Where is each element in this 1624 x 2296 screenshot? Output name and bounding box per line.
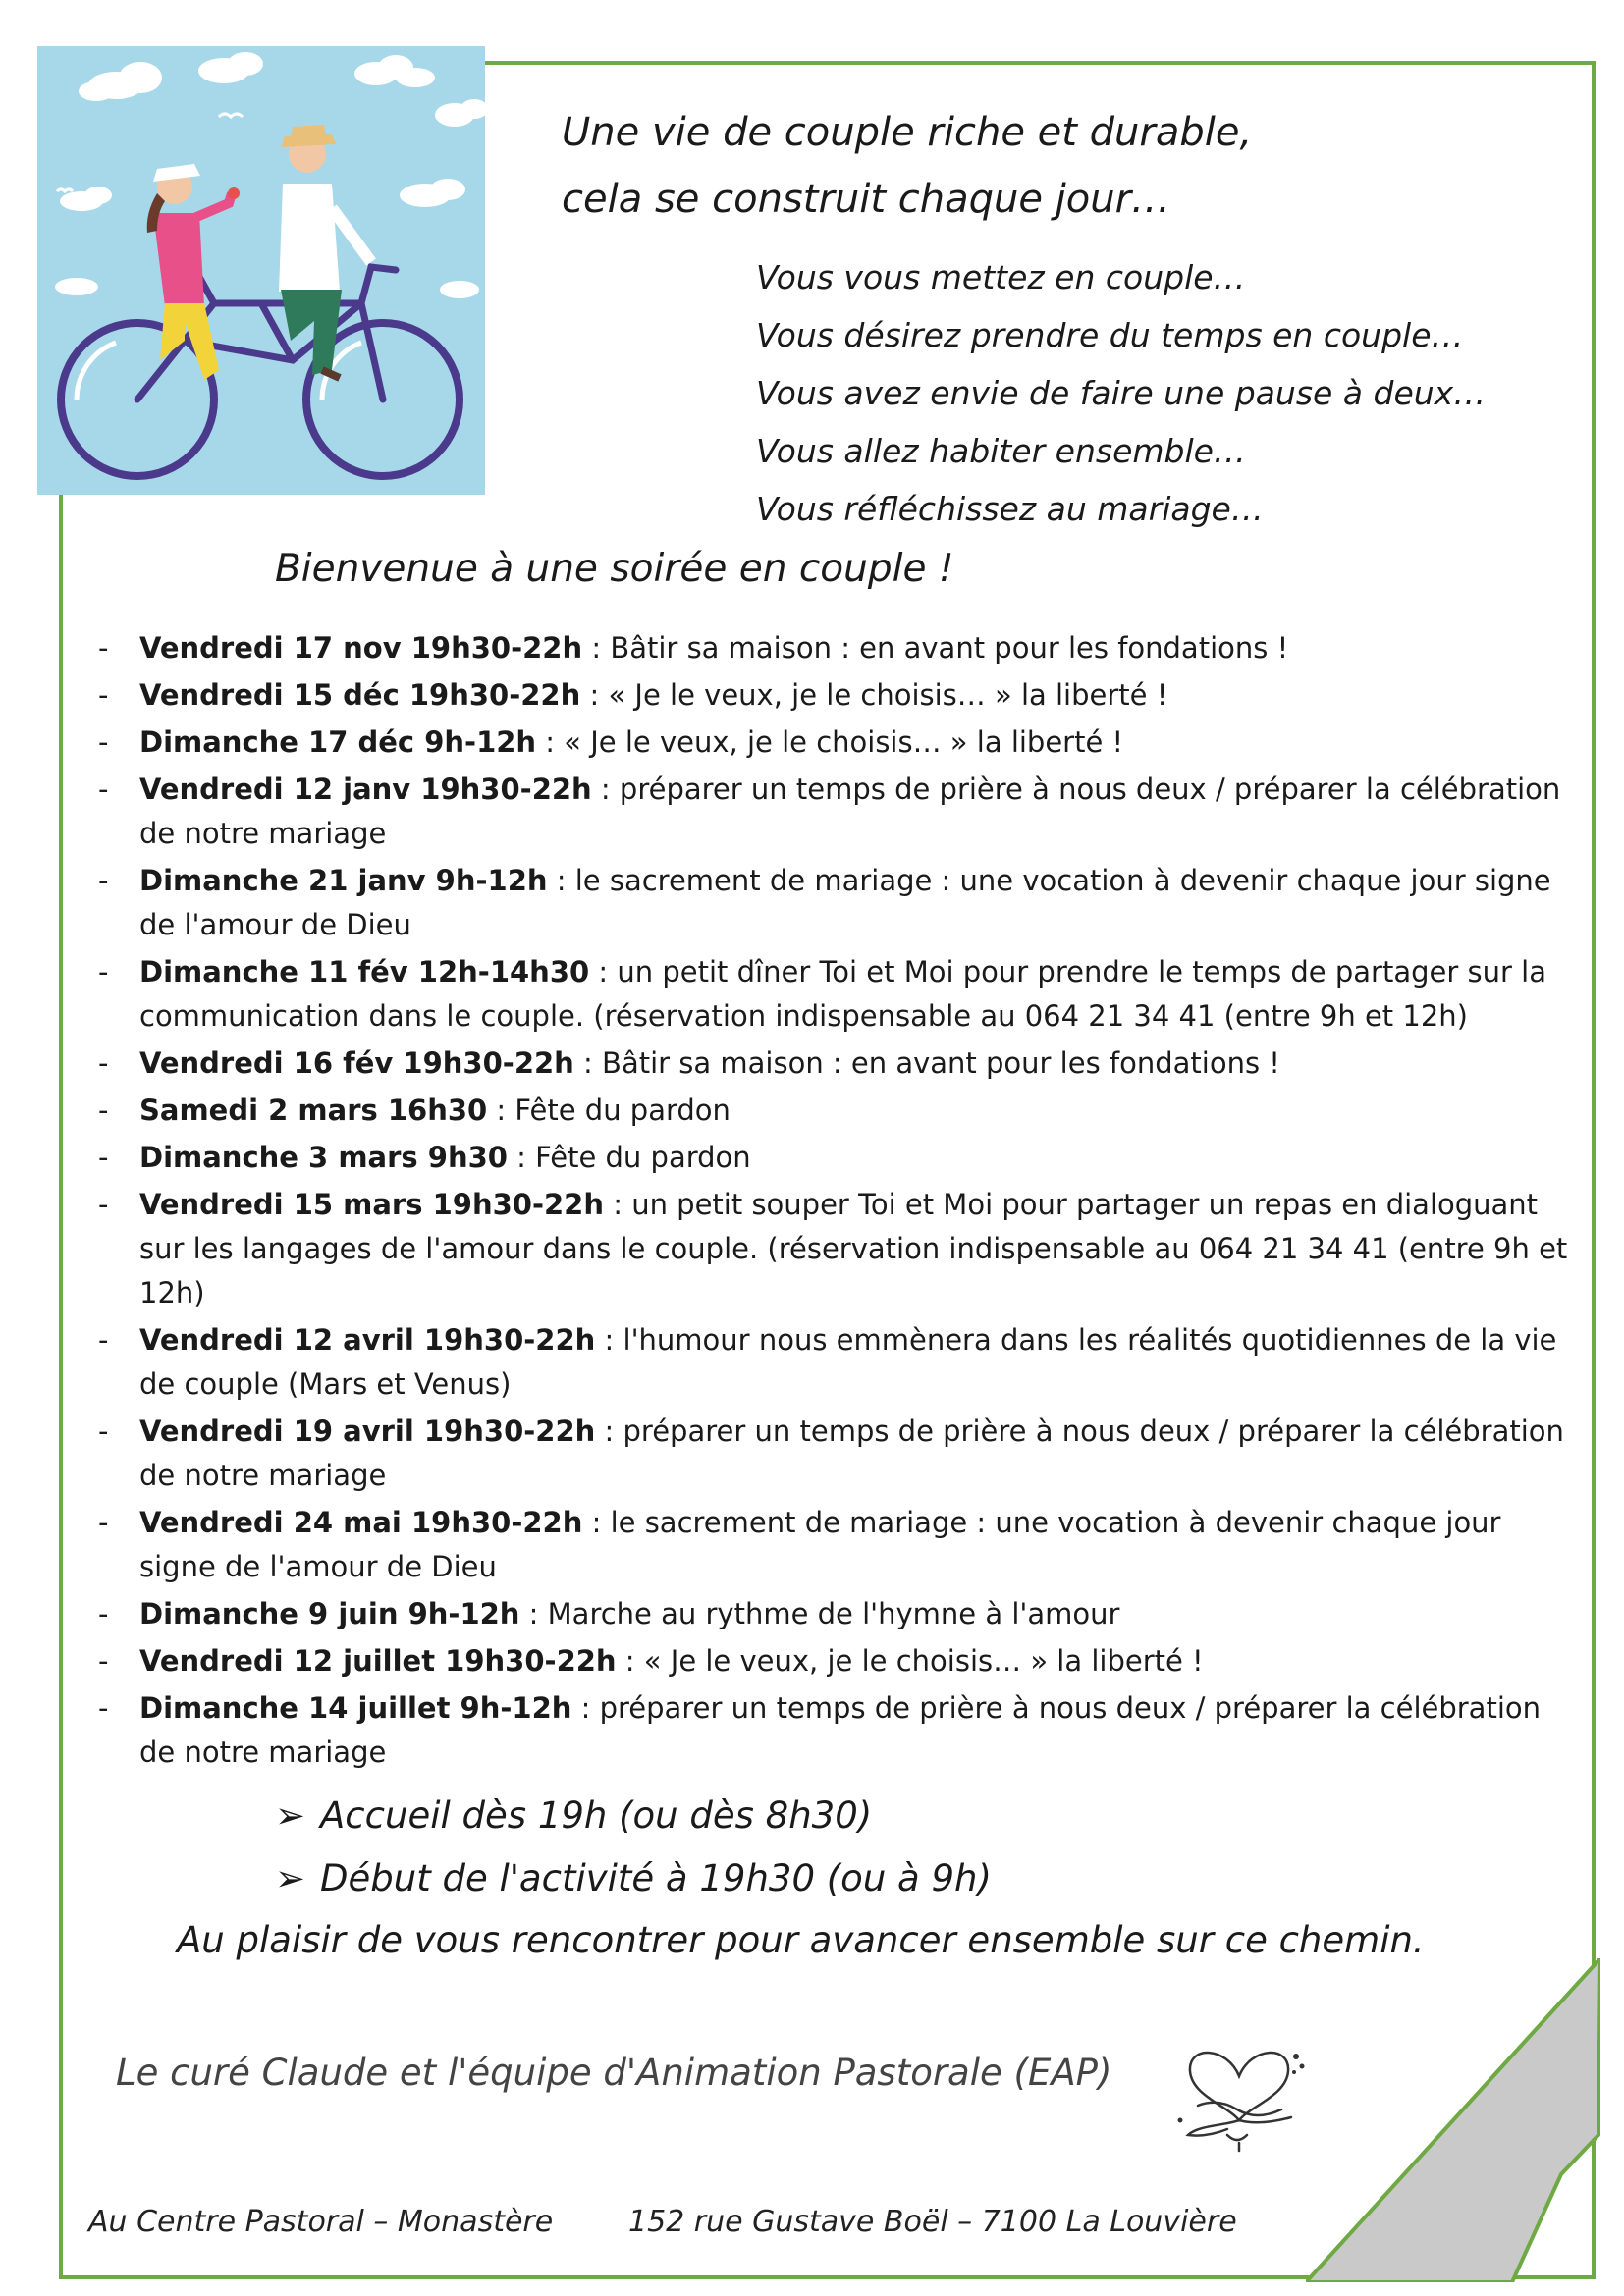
practical-info-text: Accueil dès 19h (ou dès 8h30) [320, 1794, 873, 1837]
event-date: Vendredi 19 avril 19h30-22h [139, 1415, 596, 1448]
event-date: Dimanche 21 janv 9h-12h [139, 864, 548, 897]
event-date: Dimanche 9 juin 9h-12h [139, 1597, 520, 1630]
event-description: : préparer un temps de prière à nous deux / préparer la célébration de notre mariage [139, 1415, 1564, 1492]
heart-flourish-icon [1168, 2027, 1311, 2155]
event-date: Vendredi 12 avril 19h30-22h [139, 1323, 596, 1357]
event-description: : un petit souper Toi et Moi pour partager un repas en dialoguant sur les langages de l'amour dans le couple. (réservation indispensable au 064 21 34 41 (entre 9h et 12h) [139, 1188, 1568, 1309]
event-description: : Marche au rythme de l'hymne à l'amour [519, 1597, 1120, 1630]
intro-line-1: Vous vous mettez en couple… [756, 258, 1246, 296]
event-item [98, 1318, 1571, 1407]
event-item [98, 626, 1571, 670]
event-description: : un petit dîner Toi et Moi pour prendre le temps de partager sur la communication dans le couple. (réservation indispensable au 064 21 34 41 (entre 9h et 12h) [139, 955, 1546, 1033]
event-date: Vendredi 17 nov 19h30-22h [139, 631, 583, 665]
event-item [98, 768, 1571, 856]
event-item [98, 1410, 1571, 1498]
headline-line-1: Une vie de couple riche et durable, [562, 110, 1253, 155]
event-date: Vendredi 24 mai 19h30-22h [139, 1506, 583, 1539]
intro-line-5: Vous réfléchissez au mariage… [756, 490, 1264, 528]
practical-info-welcome [275, 1794, 872, 1837]
event-description: : l'humour nous emmènera dans les réalités quotidiennes de la vie de couple (Mars et Venus) [139, 1323, 1557, 1401]
event-list [98, 626, 1571, 1778]
event-item [98, 1592, 1571, 1636]
event-date: Samedi 2 mars 16h30 [139, 1094, 488, 1127]
event-description: : préparer un temps de prière à nous deux / préparer la célébration de notre mariage [139, 1691, 1542, 1769]
arrow-bullet-icon: ➢ [275, 1857, 306, 1899]
event-item [98, 950, 1571, 1039]
event-date: Dimanche 14 juillet 9h-12h [139, 1691, 572, 1725]
event-description: : préparer un temps de prière à nous deux / préparer la célébration de notre mariage [139, 773, 1561, 850]
event-description: : le sacrement de mariage : une vocation à devenir chaque jour signe de l'amour de Dieu [139, 1506, 1501, 1583]
event-item [98, 1639, 1571, 1683]
intro-line-4: Vous allez habiter ensemble… [756, 432, 1246, 470]
footer-place: Au Centre Pastoral – Monastère [88, 2205, 554, 2239]
closing-sentence: Au plaisir de vous rencontrer pour avancer ensemble sur ce chemin. [177, 1919, 1425, 1961]
page-curl-corner [1306, 1958, 1600, 2282]
event-item [98, 1089, 1571, 1133]
practical-info-text: Début de l'activité à 19h30 (ou à 9h) [320, 1857, 992, 1899]
event-date: Vendredi 15 déc 19h30-22h [139, 678, 581, 712]
event-item [98, 1501, 1571, 1589]
intro-line-3: Vous avez envie de faire une pause à deux… [756, 374, 1487, 412]
tandem-bicycle-couple-illustration [37, 46, 485, 495]
event-item [98, 721, 1571, 765]
event-item [98, 1686, 1571, 1775]
event-description: : « Je le veux, je le choisis… » la liberté ! [536, 725, 1124, 759]
event-description: : Fête du pardon [507, 1141, 751, 1174]
event-description: : Fête du pardon [487, 1094, 731, 1127]
welcome-heading: Bienvenue à une soirée en couple ! [275, 547, 954, 591]
event-item [98, 1136, 1571, 1180]
headline-line-2: cela se construit chaque jour… [562, 177, 1171, 222]
event-date: Dimanche 17 déc 9h-12h [139, 725, 537, 759]
event-item [98, 1183, 1571, 1315]
event-date: Vendredi 15 mars 19h30-22h [139, 1188, 604, 1221]
event-description: : Bâtir sa maison : en avant pour les fondations ! [582, 631, 1289, 665]
event-description: : « Je le veux, je le choisis… » la liberté ! [580, 678, 1168, 712]
event-date: Vendredi 12 janv 19h30-22h [139, 773, 592, 806]
practical-info-start [275, 1857, 992, 1899]
event-description: : Bâtir sa maison : en avant pour les fondations ! [573, 1046, 1280, 1080]
event-date: Dimanche 3 mars 9h30 [139, 1141, 508, 1174]
intro-line-2: Vous désirez prendre du temps en couple… [756, 316, 1464, 354]
event-date: Vendredi 12 juillet 19h30-22h [139, 1644, 617, 1678]
event-description: : le sacrement de mariage : une vocation à devenir chaque jour signe de l'amour de Dieu [139, 864, 1551, 941]
arrow-bullet-icon: ➢ [275, 1794, 306, 1837]
event-date: Vendredi 16 fév 19h30-22h [139, 1046, 574, 1080]
footer-address: 152 rue Gustave Boël – 7100 La Louvière [628, 2205, 1237, 2239]
event-description: : « Je le veux, je le choisis… » la liberté ! [616, 1644, 1204, 1678]
event-item [98, 859, 1571, 947]
event-item [98, 673, 1571, 718]
event-date: Dimanche 11 fév 12h-14h30 [139, 955, 590, 988]
event-item [98, 1041, 1571, 1086]
signature: Le curé Claude et l'équipe d'Animation Pastorale (EAP) [116, 2052, 1112, 2094]
